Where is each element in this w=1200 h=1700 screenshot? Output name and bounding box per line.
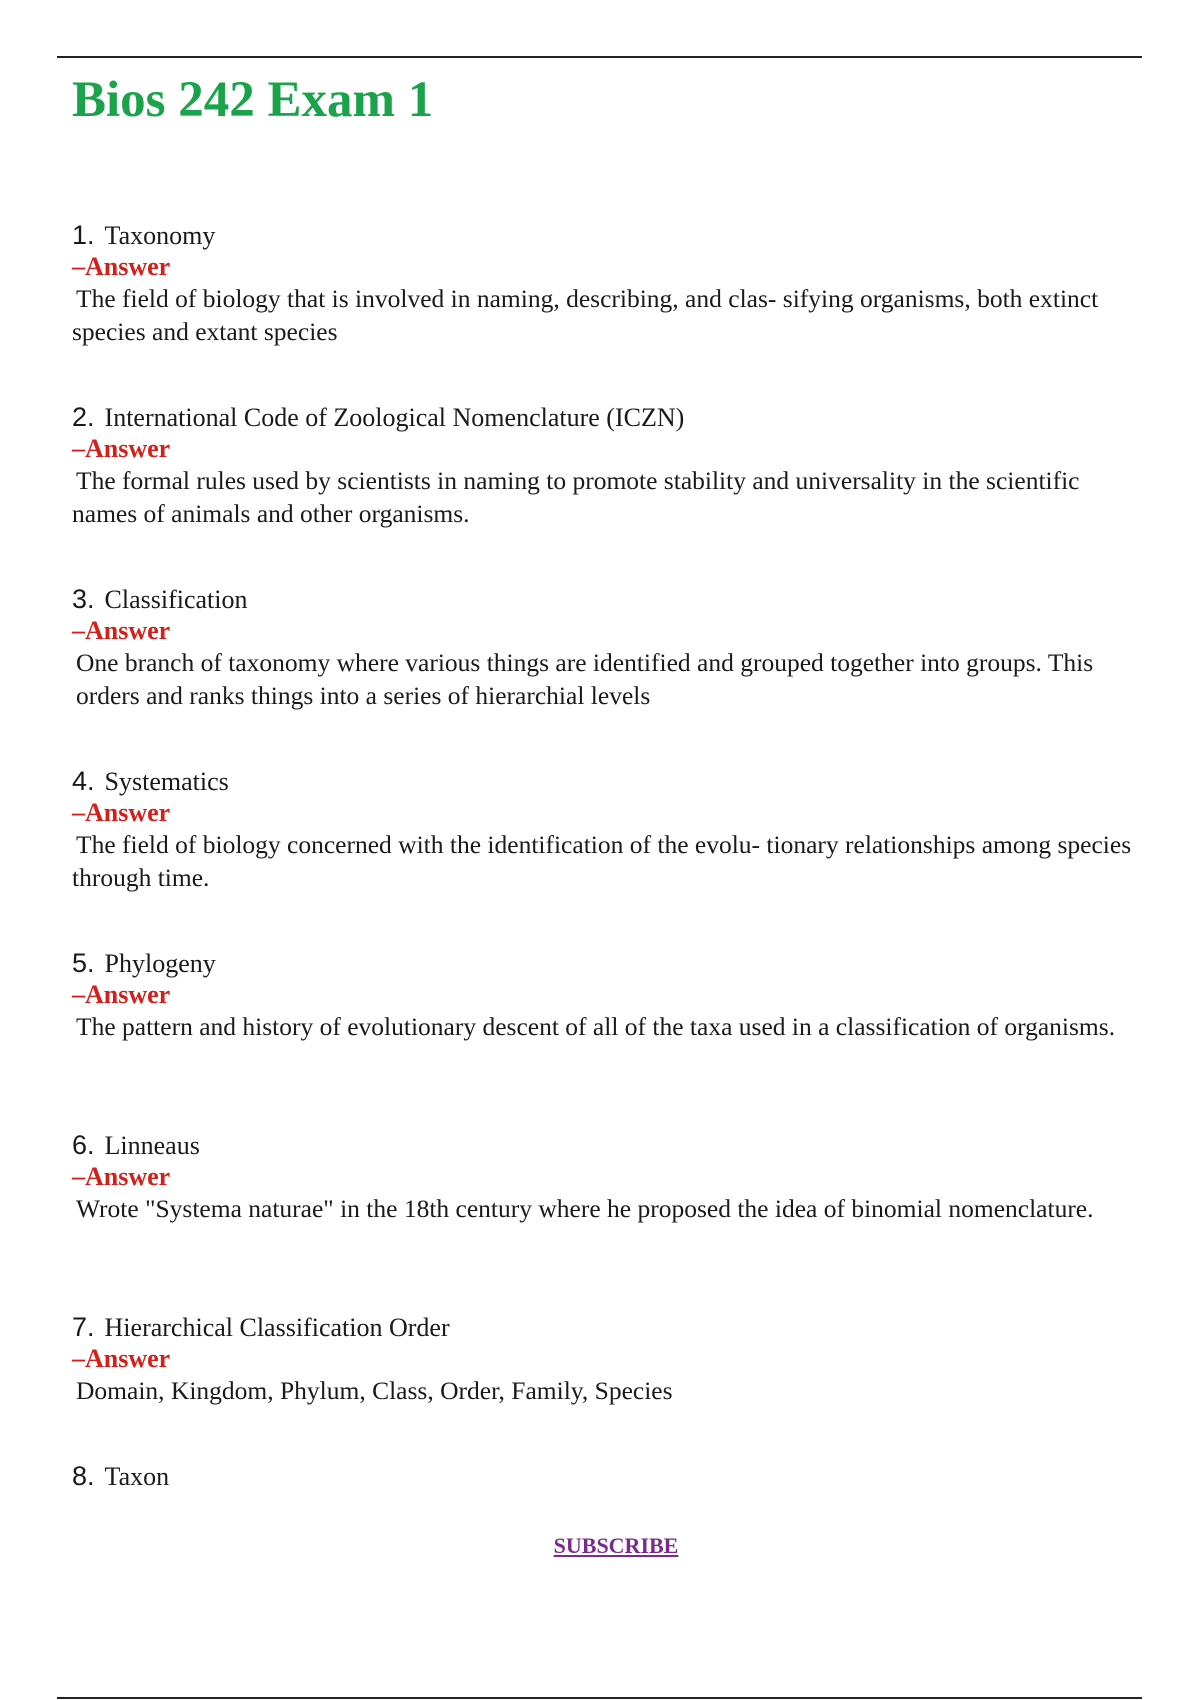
question-number: 8. xyxy=(72,1461,95,1491)
page-title: Bios 242 Exam 1 xyxy=(72,72,434,128)
question-number: 7. xyxy=(72,1312,95,1342)
qa-item-8 xyxy=(72,1459,1152,1499)
answer-text: Wrote "Systema naturae" in the 18th century where he proposed the idea of binomial nomenclature. xyxy=(76,1194,1094,1223)
question-number: 2. xyxy=(72,402,95,432)
question-number: 5. xyxy=(72,948,95,978)
answer-label: –Answer xyxy=(72,1344,171,1373)
question-text: Systematics xyxy=(104,767,229,796)
qa-item-5 xyxy=(72,946,1152,1128)
bottom-rule xyxy=(57,1697,1142,1699)
question-text: Phylogeny xyxy=(104,949,216,978)
question-number: 3. xyxy=(72,584,95,614)
answer-text: The field of biology that is involved in naming, describing, and clas- sifying organisms, both extinct species and extant species xyxy=(72,284,1099,346)
answer-text: Domain, Kingdom, Phylum, Class, Order, Family, Species xyxy=(76,1376,673,1405)
question-text: Linneaus xyxy=(104,1131,200,1160)
answer-text: The formal rules used by scientists in naming to promote stability and universality in the scientific names of animals and other organisms. xyxy=(72,466,1080,528)
question-text: Taxonomy xyxy=(104,221,216,250)
question xyxy=(72,400,1152,434)
question xyxy=(72,1459,1152,1493)
qa-item-2 xyxy=(72,400,1152,582)
qa-list xyxy=(72,218,1152,1499)
question-text: International Code of Zoological Nomenclature (ICZN) xyxy=(104,403,685,432)
question xyxy=(72,582,1152,616)
question-text: Taxon xyxy=(104,1462,170,1491)
answer-label: –Answer xyxy=(72,980,171,1009)
question-text: Hierarchical Classification Order xyxy=(104,1313,450,1342)
qa-item-7 xyxy=(72,1310,1152,1459)
question xyxy=(72,764,1152,798)
top-rule xyxy=(57,56,1142,58)
answer-label: –Answer xyxy=(72,434,171,463)
qa-item-4 xyxy=(72,764,1152,946)
qa-item-1 xyxy=(72,218,1152,400)
answer-label: –Answer xyxy=(72,616,171,645)
question-number: 6. xyxy=(72,1130,95,1160)
answer-text: One branch of taxonomy where various things are identified and grouped together into groups. This orders and ranks things into a series of hierarchial levels xyxy=(76,648,1094,710)
answer-label: –Answer xyxy=(72,252,171,281)
answer-text: The pattern and history of evolutionary descent of all of the taxa used in a classification of organisms. xyxy=(76,1012,1116,1041)
question xyxy=(72,946,1152,980)
answer-label: –Answer xyxy=(72,1162,171,1191)
answer-label: –Answer xyxy=(72,798,171,827)
qa-item-6 xyxy=(72,1128,1152,1310)
question-text: Classification xyxy=(104,585,248,614)
answer-text: The field of biology concerned with the identification of the evolu- tionary relationships among species through time. xyxy=(72,830,1132,892)
question-number: 1. xyxy=(72,220,95,250)
question xyxy=(72,1310,1152,1344)
question-number: 4. xyxy=(72,766,95,796)
qa-item-3 xyxy=(72,582,1152,764)
question xyxy=(72,1128,1152,1162)
subscribe-link[interactable]: SUBSCRIBE xyxy=(553,1533,679,1558)
question xyxy=(72,218,1152,252)
